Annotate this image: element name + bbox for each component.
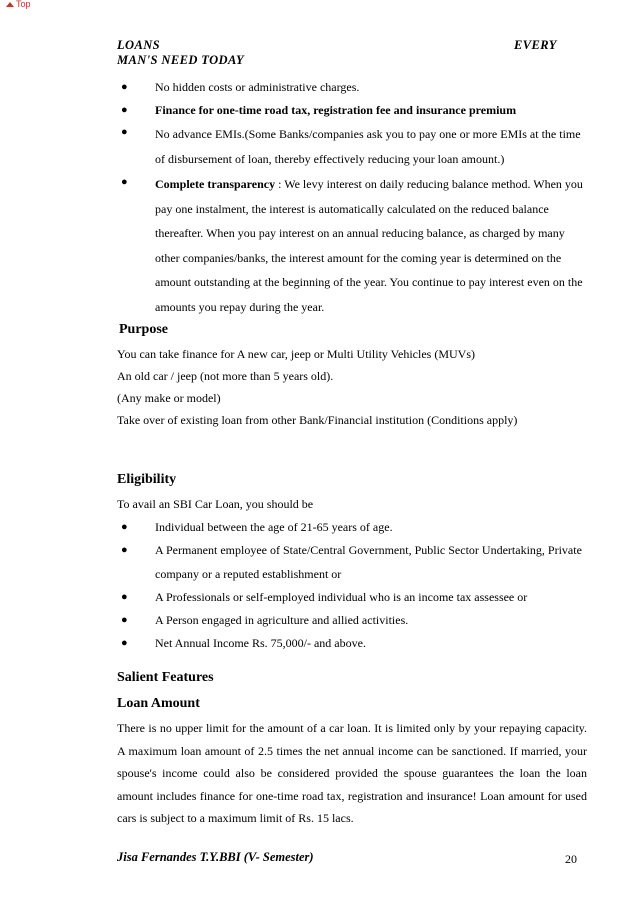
list-item [117, 632, 587, 655]
bullet-bold-text: Complete transparency [155, 177, 276, 191]
list-item [117, 77, 587, 99]
bullet-icon: ● [121, 614, 128, 626]
purpose-body [117, 343, 587, 431]
purpose-line: You can take finance for A new car, jeep or Multi Utility Vehicles (MUVs) [117, 347, 475, 361]
list-item [117, 586, 587, 609]
loan-amount-body: There is no upper limit for the amount of a car loan. It is limited only by your repaying capacity. A maximum loan amount of 2.5 times the net annual income can be sanctioned. If married, your spouse's income could also be considered provided the spouse guarantees the loan the loan amount includes finance for one-time road tax, registration and insurance! Loan amount for used cars is subject to a maximum limit of Rs. 15 lacs. [117, 721, 587, 825]
bullet-icon: ● [121, 637, 128, 649]
bullet-text: Net Annual Income Rs. 75,000/- and above. [155, 636, 366, 650]
bullet-icon: ● [121, 103, 128, 116]
top-link[interactable] [6, 0, 31, 9]
bullet-text: A Permanent employee of State/Central Government, Public Sector Undertaking, Private company or a reputed establishment or [155, 543, 582, 581]
list-item [117, 100, 587, 122]
arrow-up-icon [6, 2, 14, 7]
intro-bullet-list [117, 77, 587, 319]
bullet-bold-text: Finance for one-time road tax, registration fee and insurance premium [155, 102, 517, 117]
header-title-line1: LOANS [117, 38, 160, 52]
bullet-icon: ● [121, 126, 128, 138]
purpose-line: Take over of existing loan from other Bank/Financial institution (Conditions apply) [117, 413, 518, 427]
bullet-icon: ● [121, 521, 128, 533]
eligibility-intro: To avail an SBI Car Loan, you should be [117, 497, 314, 511]
bullet-icon: ● [121, 544, 128, 556]
eligibility-list [117, 516, 587, 655]
purpose-line: (Any make or model) [117, 391, 221, 405]
purpose-heading: Purpose [119, 322, 168, 337]
bullet-text: No advance EMIs.(Some Banks/companies ask you to pay one or more EMIs at the time of disbursement of loan, thereby effectively reducing your loan amount.) [155, 127, 581, 166]
list-item [117, 516, 587, 539]
purpose-line: An old car / jeep (not more than 5 years old). [117, 369, 334, 383]
bullet-text: A Person engaged in agriculture and allied activities. [155, 613, 409, 627]
list-item [117, 539, 587, 586]
bullet-icon: ● [121, 176, 128, 188]
bullet-text: No hidden costs or administrative charges. [155, 80, 360, 94]
bullet-text: Individual between the age of 21-65 years of age. [155, 520, 393, 534]
page-number: 20 [565, 852, 577, 866]
header-title-right: EVERY [514, 38, 557, 52]
footer-author: Jisa Fernandes T.Y.BBI (V- Semester) [117, 850, 314, 864]
loan-amount-heading: Loan Amount [117, 696, 200, 711]
list-item [117, 172, 587, 319]
top-link-label: Top [16, 0, 31, 9]
bullet-text: : We levy interest on daily reducing balance method. When you pay one instalment, the interest is automatically calculated on the reduced balance thereafter. When you pay interest on an annual reducing balance, as charged by many other companies/banks, the interest amount for the coming year is determined on the amount outstanding at the beginning of the year. You continue to pay interest even on the amounts you repay during the year. [155, 177, 583, 314]
bullet-icon: ● [121, 81, 128, 93]
header-title-line2: MAN'S NEED TODAY [117, 53, 245, 67]
salient-features-heading: Salient Features [117, 670, 214, 685]
list-item [117, 609, 587, 632]
bullet-icon: ● [121, 591, 128, 603]
eligibility-heading: Eligibility [117, 472, 177, 487]
bullet-text: A Professionals or self-employed individual who is an income tax assessee or [155, 590, 528, 604]
list-item [117, 122, 587, 172]
